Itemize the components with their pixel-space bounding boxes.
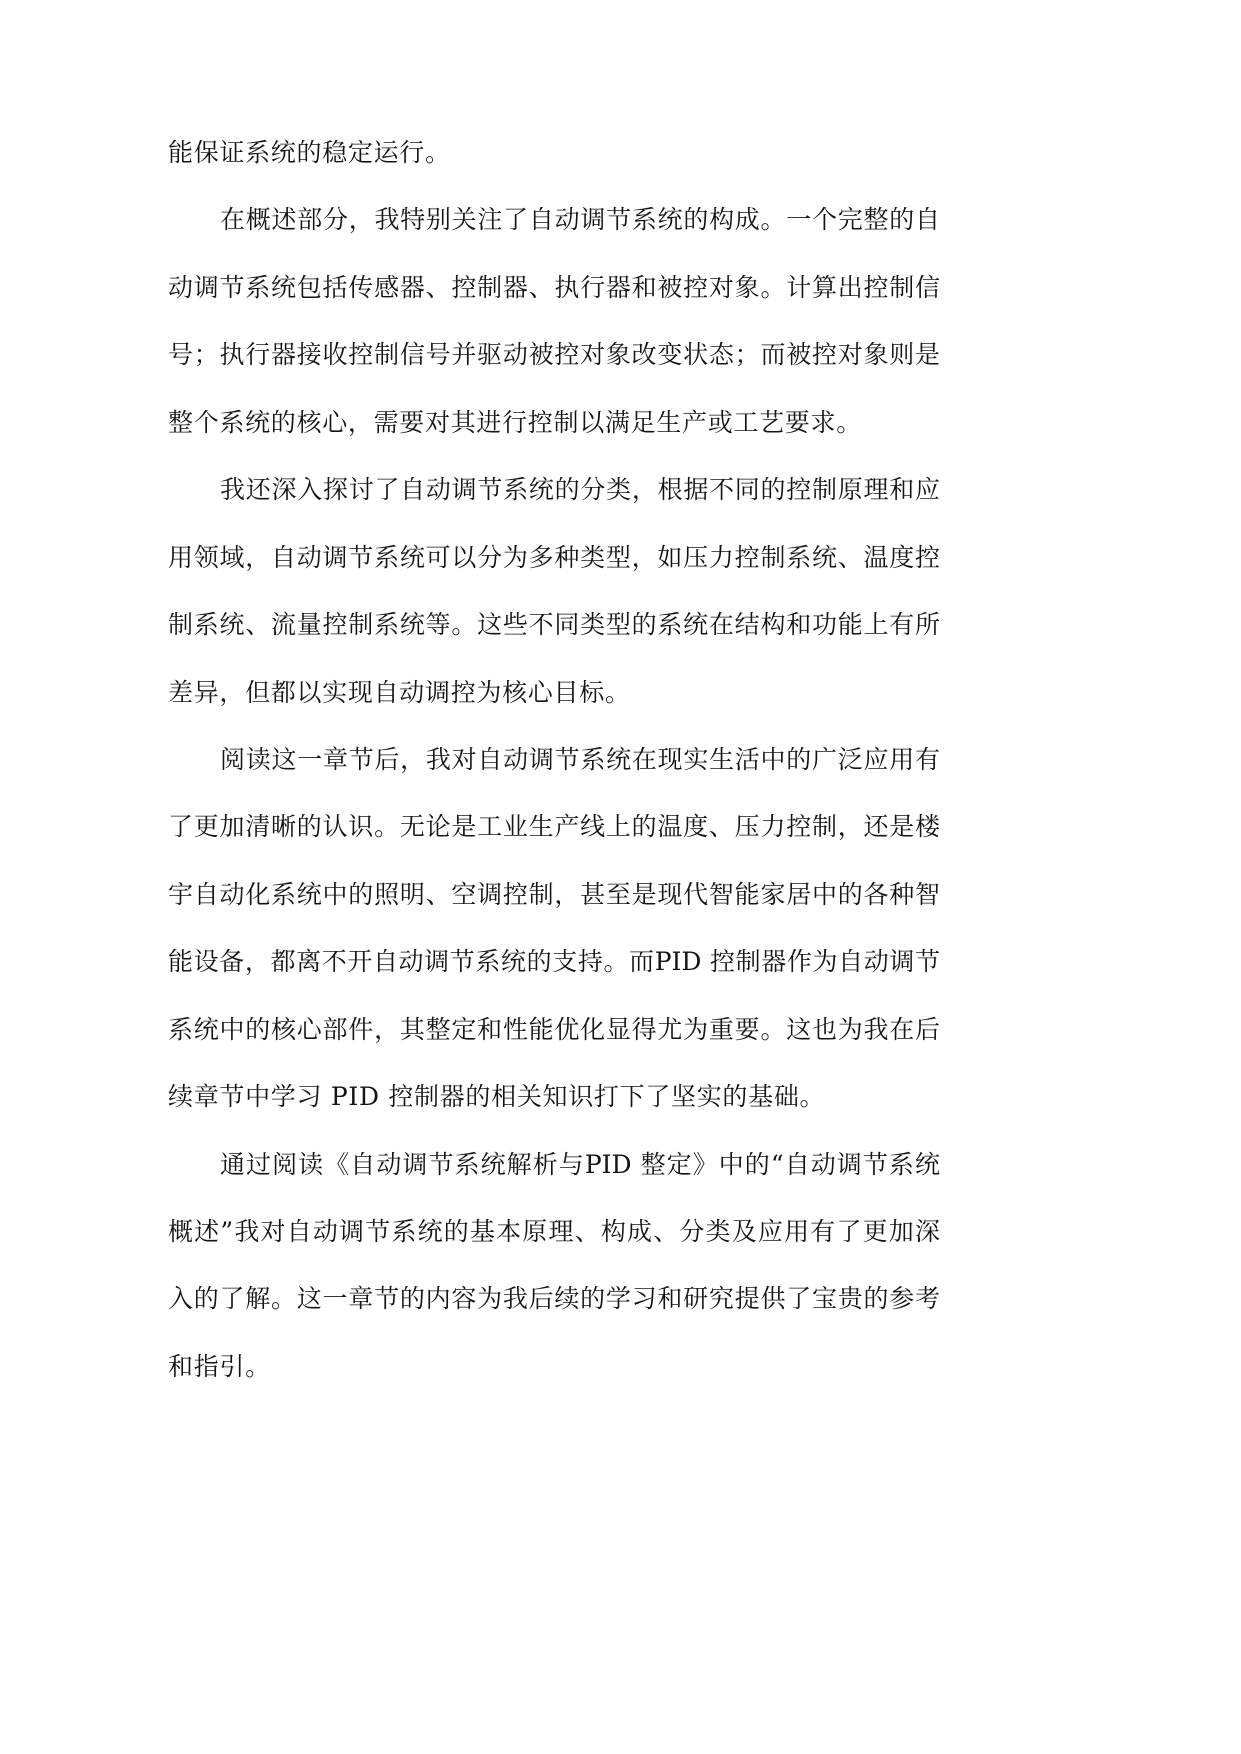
paragraph-classification [168, 456, 940, 726]
text-line: 通过阅读《自动调节系统解析与PID 整定》中的“自动调节系统 [220, 1149, 940, 1179]
paragraph-composition [168, 186, 940, 456]
text-line: 能设备，都离不开自动调节系统的支持。而PID 控制器作为自动调节 [168, 947, 940, 977]
text-line: 入的了解。这一章节的内容为我后续的学习和研究提供了宝贵的参考 [168, 1284, 940, 1314]
text-line: 续章节中学习 PID 控制器的相关知识打下了坚实的基础。 [168, 1082, 826, 1112]
text-line: 动调节系统包括传感器、控制器、执行器和被控对象。计算出控制信 [168, 272, 940, 302]
paragraph-applications [168, 726, 940, 1131]
text-line: 差异，但都以实现自动调控为核心目标。 [168, 677, 631, 707]
paragraph-continuation [168, 119, 940, 186]
text-line: 阅读这一章节后，我对自动调节系统在现实生活中的广泛应用有 [220, 744, 940, 774]
paragraph-conclusion [168, 1131, 940, 1401]
text-line: 制系统、流量控制系统等。这些不同类型的系统在结构和功能上有所 [168, 610, 940, 640]
text-line: 能保证系统的稳定运行。 [168, 138, 451, 167]
text-line: 概述”我对自动调节系统的基本原理、构成、分类及应用有了更加深 [168, 1217, 940, 1246]
text-line: 用领域，自动调节系统可以分为多种类型，如压力控制系统、温度控 [168, 542, 940, 572]
text-line: 系统中的核心部件，其整定和性能优化显得尤为重要。这也为我在后 [168, 1014, 940, 1044]
text-line: 在概述部分，我特别关注了自动调节系统的构成。一个完整的自 [220, 205, 940, 235]
text-line: 了更加清晰的认识。无论是工业生产线上的温度、压力控制，还是楼 [168, 812, 940, 842]
document-body [168, 119, 940, 1400]
text-line: 整个系统的核心，需要对其进行控制以满足生产或工艺要求。 [168, 407, 862, 437]
text-line: 宇自动化系统中的照明、空调控制，甚至是现代智能家居中的各种智 [168, 879, 940, 909]
text-line: 号；执行器接收控制信号并驱动被控对象改变状态；而被控对象则是 [168, 340, 940, 370]
text-line: 我还深入探讨了自动调节系统的分类，根据不同的控制原理和应 [220, 475, 940, 505]
text-line: 和指引。 [168, 1351, 271, 1381]
